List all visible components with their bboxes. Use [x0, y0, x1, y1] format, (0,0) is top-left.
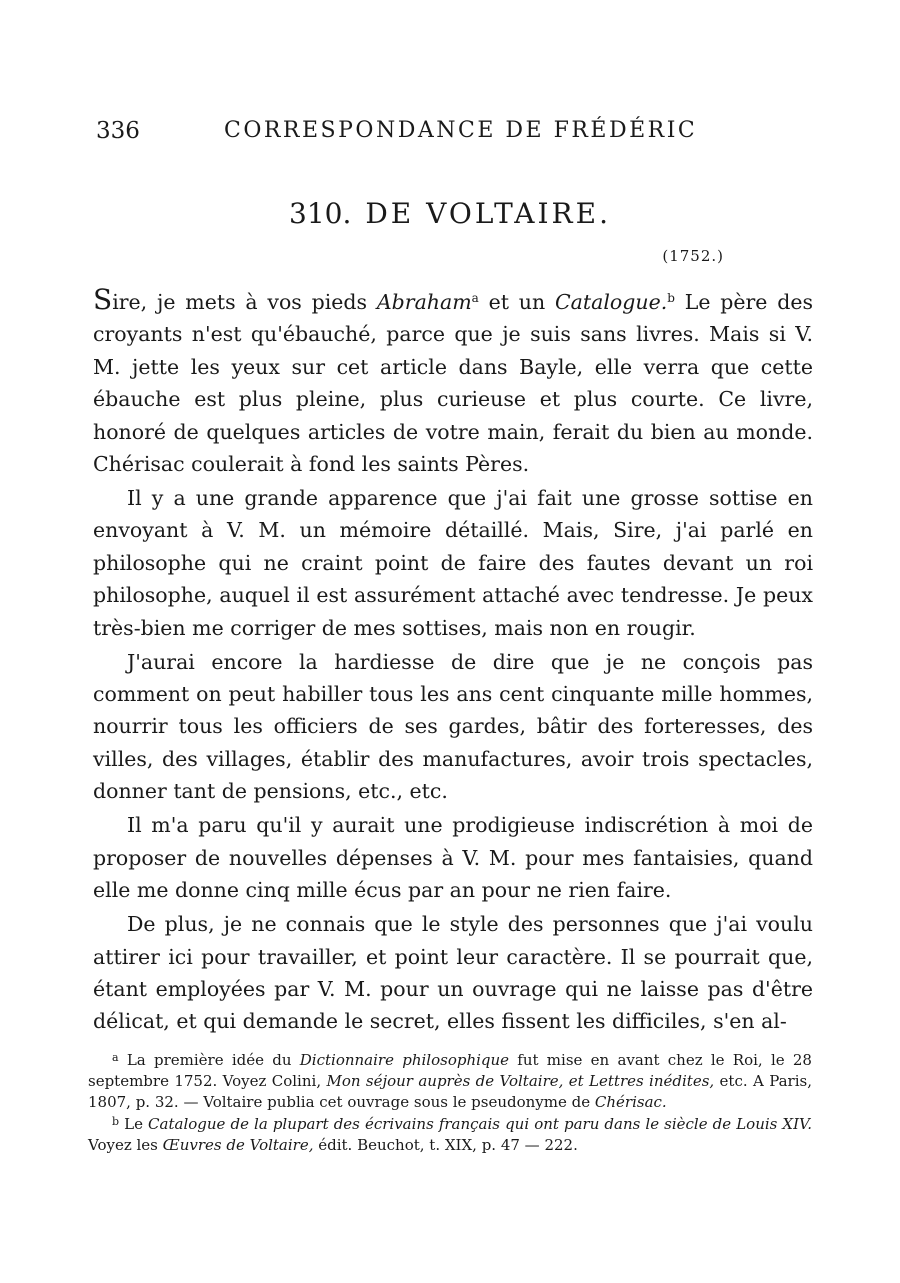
- footnote-a-text-1: La première idée du: [126, 1051, 300, 1069]
- footnote-a-text-2: fut mise en avant chez le Roi, le 28 septembre 1752. Voyez Colini,: [88, 1051, 812, 1090]
- paragraph-1-text-a: ire, je mets à vos pieds: [112, 290, 377, 314]
- paragraph-5: De plus, je ne connais que le style des personnes que j'ai voulu attirer ici pour travailler, et point leur caractère. Il se pourrait que, étant employées par V. M. pour un ouvrage qui ne laisse pas d'être délicat, et qui demande le secret, elles fissent les difficiles, s'en al-: [93, 912, 813, 1034]
- title-catalogue: Catalogue.: [554, 290, 668, 314]
- title-abraham: Abraham: [376, 290, 472, 314]
- letter-author: DE VOLTAIRE.: [365, 197, 611, 230]
- page-number: 336: [96, 118, 140, 144]
- running-head: CORRESPONDANCE DE FRÉDÉRIC: [224, 118, 698, 143]
- initial-letter: S: [93, 283, 113, 316]
- paragraph-1-text-c: Le père des croyants n'est qu'ébauché, parce que je suis sans livres. Mais si V. M. jette les yeux sur cet article dans Bayle, elle verra que cette ébauche est plus pleine, plus curieuse et plus courte. Ce livre, honoré de quelques articles de votre main, ferait du bien au monde. Chérisac coulerait à fond les saints Pères.: [93, 290, 813, 477]
- footnote-b-title-1: Catalogue de la plupart des écrivains français qui ont paru dans le siècle de Louis XIV.: [148, 1115, 813, 1133]
- footnote-a-text-3: etc. A Paris, 1807, p. 32. — Voltaire publia cet ouvrage sous le pseudonyme de: [88, 1072, 812, 1111]
- footnote-b-mark: b: [112, 1115, 120, 1128]
- paragraph-4: Il m'a paru qu'il y aurait une prodigieuse indiscrétion à moi de proposer de nouvelles dépenses à V. M. pour mes fantaisies, quand elle me donne cinq mille écus par an pour ne rien faire.: [93, 813, 813, 903]
- letter-number: 310.: [289, 197, 352, 230]
- paragraph-2: Il y a une grande apparence que j'ai fait une grosse sottise en envoyant à V. M. un mémoire détaillé. Mais, Sire, j'ai parlé en philosophe qui ne craint point de faire des fautes devant un roi philosophe, auquel il est assurément attaché avec tendresse. Je peux très-bien me corriger de mes sottises, mais non en rougir.: [93, 486, 813, 640]
- footnote-a-title-3: Chérisac.: [594, 1093, 667, 1111]
- letter-title: [0, 194, 900, 234]
- footnote-b-title-2: Œuvres de Voltaire,: [162, 1136, 314, 1154]
- paragraph-1: [93, 284, 813, 480]
- footnote-b-text-3: édit. Beuchot, t. XIX, p. 47 — 222.: [313, 1136, 578, 1154]
- note-ref-b: b: [667, 291, 675, 305]
- footnote-a: [88, 1050, 812, 1113]
- footnote-b-text-1: Le: [124, 1115, 149, 1133]
- footnote-a-title-1: Dictionnaire philosophique: [299, 1051, 510, 1069]
- footnote-b-text-2: Voyez les: [88, 1136, 163, 1154]
- paragraph-3: J'aurai encore la hardiesse de dire que je ne conçois pas comment on peut habiller tous les ans cent cinquante mille hommes, nourrir tous les officiers de ses gardes, bâtir des forteresses, des villes, des villages, établir des manufactures, avoir trois spectacles, donner tant de pensions, etc., etc.: [93, 649, 813, 804]
- footnote-a-title-2: Mon séjour auprès de Voltaire, et Lettres inédites,: [326, 1072, 715, 1090]
- footnote-a-mark: a: [112, 1051, 119, 1064]
- footnote-b: [88, 1114, 812, 1156]
- footnotes: [88, 1050, 812, 1157]
- letter-date: (1752.): [662, 247, 724, 265]
- letter-body: [93, 284, 813, 1039]
- note-ref-a: a: [471, 291, 479, 305]
- paragraph-1-text-b: et un: [478, 290, 555, 314]
